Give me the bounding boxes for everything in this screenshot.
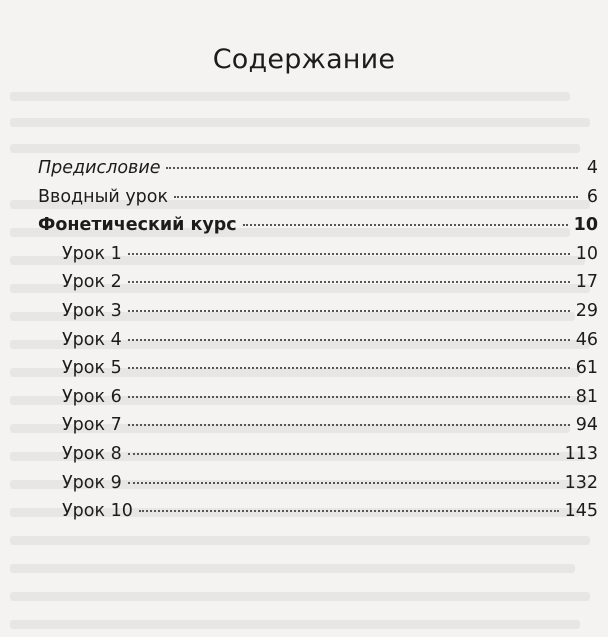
toc-entry-label: Урок 7	[62, 415, 122, 436]
toc-entry-page-number: 46	[575, 329, 598, 350]
toc-entry[interactable]	[38, 215, 598, 244]
toc-entry-page-number: 94	[575, 415, 598, 436]
dot-leader	[128, 310, 570, 312]
toc-entry[interactable]	[62, 444, 598, 473]
toc-entry-label: Урок 9	[62, 472, 122, 493]
toc-entry[interactable]	[38, 158, 598, 187]
toc-entry-page-number: 6	[586, 186, 598, 207]
toc-entry-label: Вводный урок	[38, 186, 169, 207]
toc-entry[interactable]	[38, 187, 598, 216]
toc-entry-label: Предисловие	[38, 158, 161, 178]
dot-leader	[128, 453, 559, 455]
toc-entry-label: Урок 3	[62, 300, 122, 321]
page-title: Содержание	[212, 44, 396, 76]
toc-entry[interactable]	[62, 415, 598, 444]
dot-leader	[243, 224, 568, 226]
toc-entry[interactable]	[62, 473, 598, 502]
toc-entry-page-number: 10	[575, 243, 598, 264]
dot-leader	[128, 482, 559, 484]
dot-leader	[128, 424, 570, 426]
toc-entry-label: Урок 5	[62, 358, 122, 379]
toc-entry-page-number: 17	[575, 272, 598, 293]
toc-entry-label: Фонетический курс	[38, 215, 237, 236]
toc-entry-page-number: 81	[575, 386, 598, 407]
dot-leader	[128, 253, 570, 255]
table-of-contents	[38, 158, 598, 530]
dot-leader	[128, 281, 570, 283]
toc-entry[interactable]	[62, 330, 598, 359]
toc-entry-label: Урок 4	[62, 329, 122, 350]
toc-entry-label: Урок 2	[62, 272, 122, 293]
dot-leader	[139, 510, 559, 512]
toc-entry-page-number: 29	[575, 300, 598, 321]
toc-entry[interactable]	[62, 358, 598, 387]
toc-entry-page-number: 10	[573, 215, 598, 236]
dot-leader	[128, 396, 570, 398]
toc-entry[interactable]	[62, 387, 598, 416]
toc-entry-label: Урок 8	[62, 443, 122, 464]
toc-entry[interactable]	[62, 272, 598, 301]
dot-leader	[166, 167, 578, 169]
toc-entry-page-number: 61	[575, 358, 598, 379]
toc-entry-page-number: 145	[564, 501, 598, 522]
toc-entry-page-number: 4	[586, 158, 598, 178]
toc-entry-label: Урок 10	[62, 501, 133, 522]
toc-entry-page-number: 132	[564, 472, 598, 493]
dot-leader	[128, 367, 570, 369]
dot-leader	[128, 339, 570, 341]
toc-entry-page-number: 113	[564, 443, 598, 464]
toc-entry-label: Урок 1	[62, 243, 122, 264]
toc-entry[interactable]	[62, 301, 598, 330]
toc-entry-label: Урок 6	[62, 386, 122, 407]
dot-leader	[174, 196, 578, 198]
toc-entry[interactable]	[62, 501, 598, 530]
toc-entry[interactable]	[62, 244, 598, 273]
